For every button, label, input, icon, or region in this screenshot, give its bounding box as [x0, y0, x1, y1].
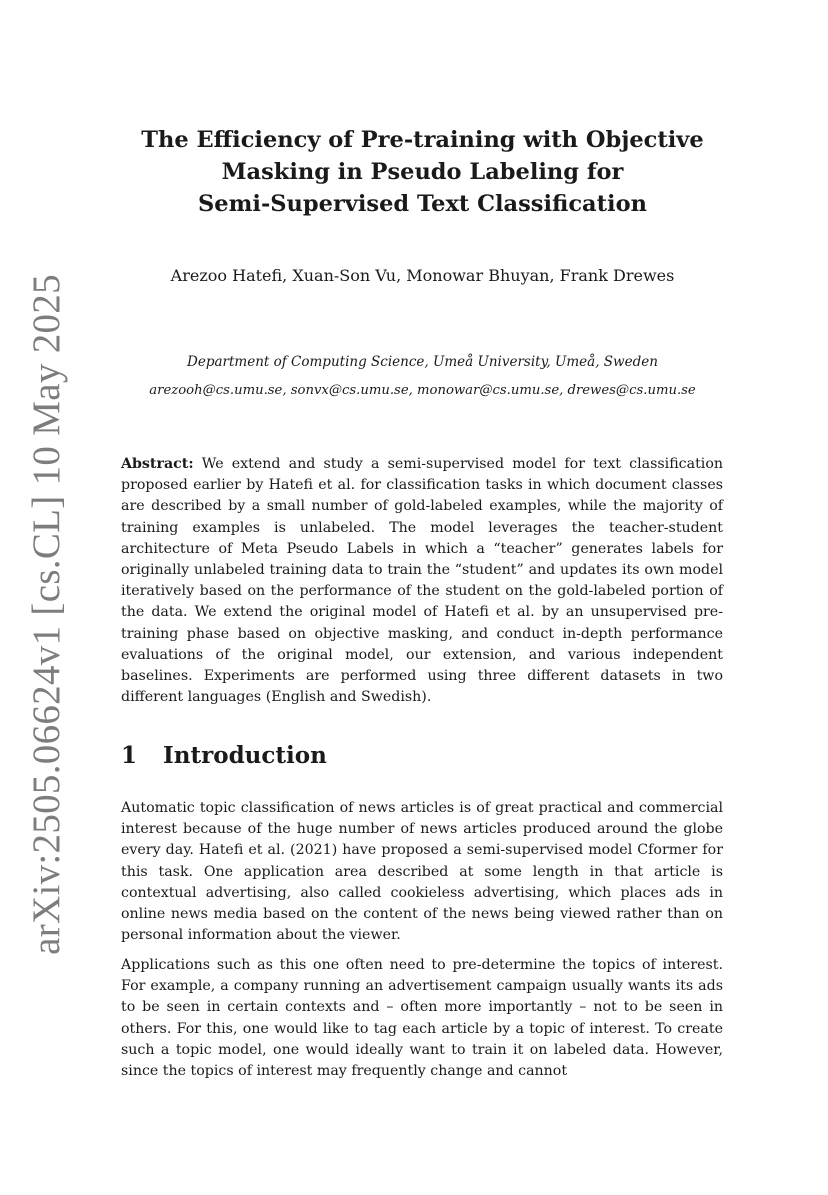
arxiv-identifier-stamp	[16, 274, 76, 955]
body-paragraph: Applications such as this one often need to pre-determine the topics of interest. For example, a company running an advertisement campaign usually wants its ads to be seen in certain contexts and – often more importantly – not to be seen in others. For this, one would like to tag each article by a topic of interest. To create such a topic model, one would ideally want to train it on labeled data. However, since the topics of interest may frequently change and cannot	[121, 957, 723, 1080]
abstract-text: We extend and study a semi-supervised model for text classification proposed earlier by Hatefi et al. for classification tasks in which document classes are described by a small number of gold-labeled examples, while the majority of training examples is unlabeled. The model leverages the teacher-student architecture of Meta Pseudo Labels in which a “teacher” generates labels for originally unlabeled training data to train the “student” and updates its own model iteratively based on the performance of the student on the gold-labeled portion of the data. We extend the original model of Hatefi et al. by an unsupervised pre-training phase based on objective masking, and conduct in-depth performance evaluations of the original model, our extension, and various independent baselines. Experiments are performed using three different datasets in two different languages (English and Swedish).	[121, 456, 723, 706]
title-line: Masking in Pseudo Labeling for	[221, 159, 624, 185]
section-heading-introduction	[121, 742, 723, 769]
abstract	[121, 454, 723, 708]
author-list: Arezoo Hatefi, Xuan-Son Vu, Monowar Bhuyan, Frank Drewes	[170, 266, 675, 285]
affiliation: Department of Computing Science, Umeå University, Umeå, Sweden	[187, 354, 658, 370]
body-paragraph: Automatic topic classification of news articles is of great practical and commercial interest because of the huge number of news articles produced around the globe every day. Hatefi et al. (2021) have proposed a semi-supervised model Cformer for this task. One application area described at some length in that article is contextual advertising, also called cookieless advertising, which places ads in online news media based on the content of the news being viewed rather than on personal information about the viewer.	[121, 800, 723, 944]
author-emails: arezooh@cs.umu.se, sonvx@cs.umu.se, monowar@cs.umu.se, drewes@cs.umu.se	[149, 383, 696, 398]
section-title: Introduction	[163, 742, 327, 769]
paper-title	[110, 124, 735, 220]
abstract-label: Abstract:	[121, 456, 194, 472]
section-number: 1	[121, 742, 138, 769]
title-line: The Efficiency of Pre-training with Objective	[141, 127, 704, 153]
title-line: Semi-Supervised Text Classification	[198, 191, 647, 217]
arxiv-identifier-text: arXiv:2505.06624v1 [cs.CL] 10 May 2025	[24, 274, 68, 955]
